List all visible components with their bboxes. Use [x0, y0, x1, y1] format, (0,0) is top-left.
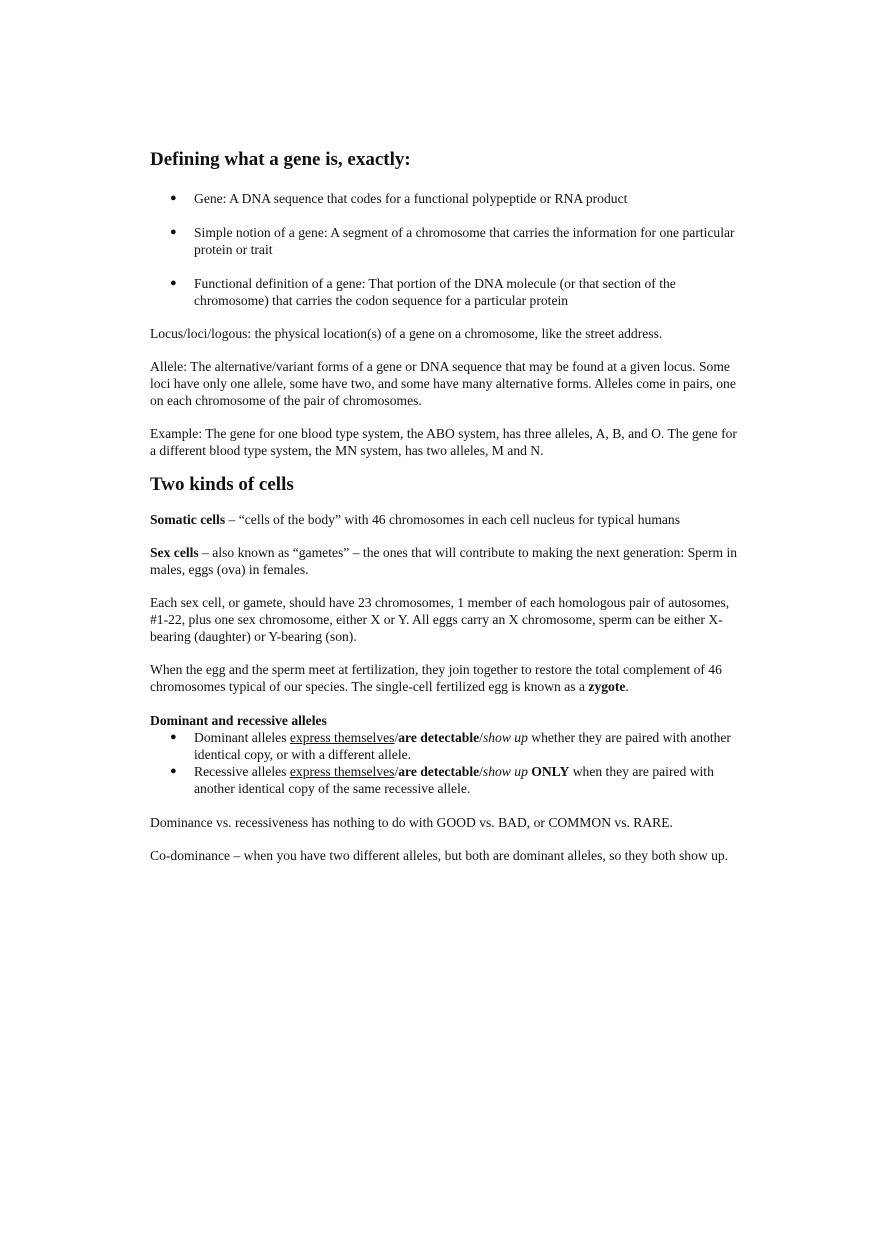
dominance-note: Dominance vs. recessiveness has nothing to do with GOOD vs. BAD, or COMMON vs. RARE.	[150, 815, 673, 830]
bullet-icon: ●	[170, 226, 177, 238]
heading-gene-definition: Defining what a gene is, exactly:	[150, 149, 411, 170]
fertilization-paragraph: When the egg and the sperm meet at fertilization, they join together to restore the total complement of 46 chromosomes typical of our species. The single-cell fertilized egg is known as a zygote.	[150, 662, 722, 694]
codominance-paragraph: Co-dominance – when you have two different alleles, but both are dominant alleles, so they both show up.	[150, 848, 729, 863]
bullet-icon: ●	[170, 192, 177, 204]
locus-paragraph: Locus/loci/logous: the physical location(s) of a gene on a chromosome, like the street address.	[150, 326, 663, 341]
sex-cells-paragraph: Sex cells – also known as “gametes” – the ones that will contribute to making the next generation: Sperm in males, eggs (ova) in females.	[150, 545, 738, 577]
document-page	[150, 148, 740, 864]
heading-two-kinds-of-cells: Two kinds of cells	[150, 474, 294, 495]
dominance-list	[150, 729, 740, 797]
bullet-icon: ●	[170, 731, 177, 743]
heading-dominant-recessive: Dominant and recessive alleles	[150, 713, 327, 728]
list-item: ● Dominant alleles express themselves/are detectable/show up whether they are paired with another identical copy, or with a different allele.	[170, 730, 731, 762]
zygote-term: zygote	[588, 679, 626, 694]
example-paragraph: Example: The gene for one blood type system, the ABO system, has three alleles, A, B, and O. The gene for a different blood type system, the MN system, has two alleles, M and N.	[150, 426, 737, 458]
somatic-term: Somatic cells	[150, 512, 226, 527]
bullet-icon: ●	[170, 765, 177, 777]
list-item: ● Simple notion of a gene: A segment of a chromosome that carries the information for one particular protein or trait	[170, 225, 735, 257]
somatic-paragraph: Somatic cells – “cells of the body” with 46 chromosomes in each cell nucleus for typical humans	[150, 512, 681, 527]
allele-paragraph: Allele: The alternative/variant forms of a gene or DNA sequence that may be found at a given locus. Some loci have only one allele, some have two, and some have many alternative forms. Alleles come in pairs, one on each chromosome of the pair of chromosomes.	[150, 359, 736, 408]
list-item: ● Gene: A DNA sequence that codes for a functional polypeptide or RNA product	[170, 191, 628, 206]
list-item: ● Recessive alleles express themselves/are detectable/show up ONLY when they are paired with another identical copy of the same recessive allele.	[170, 764, 714, 796]
list-item: ● Functional definition of a gene: That portion of the DNA molecule (or that section of the chromosome) that carries the codon sequence for a particular protein	[170, 276, 676, 308]
gene-definition-list	[150, 190, 740, 309]
gamete-paragraph: Each sex cell, or gamete, should have 23 chromosomes, 1 member of each homologous pair of autosomes, #1-22, plus one sex chromosome, either X or Y. All eggs carry an X chromosome, sperm can be either X-bearing (daughter) or Y-bearing (son).	[150, 595, 730, 644]
bullet-icon: ●	[170, 277, 177, 289]
sex-cells-term: Sex cells	[150, 545, 199, 560]
